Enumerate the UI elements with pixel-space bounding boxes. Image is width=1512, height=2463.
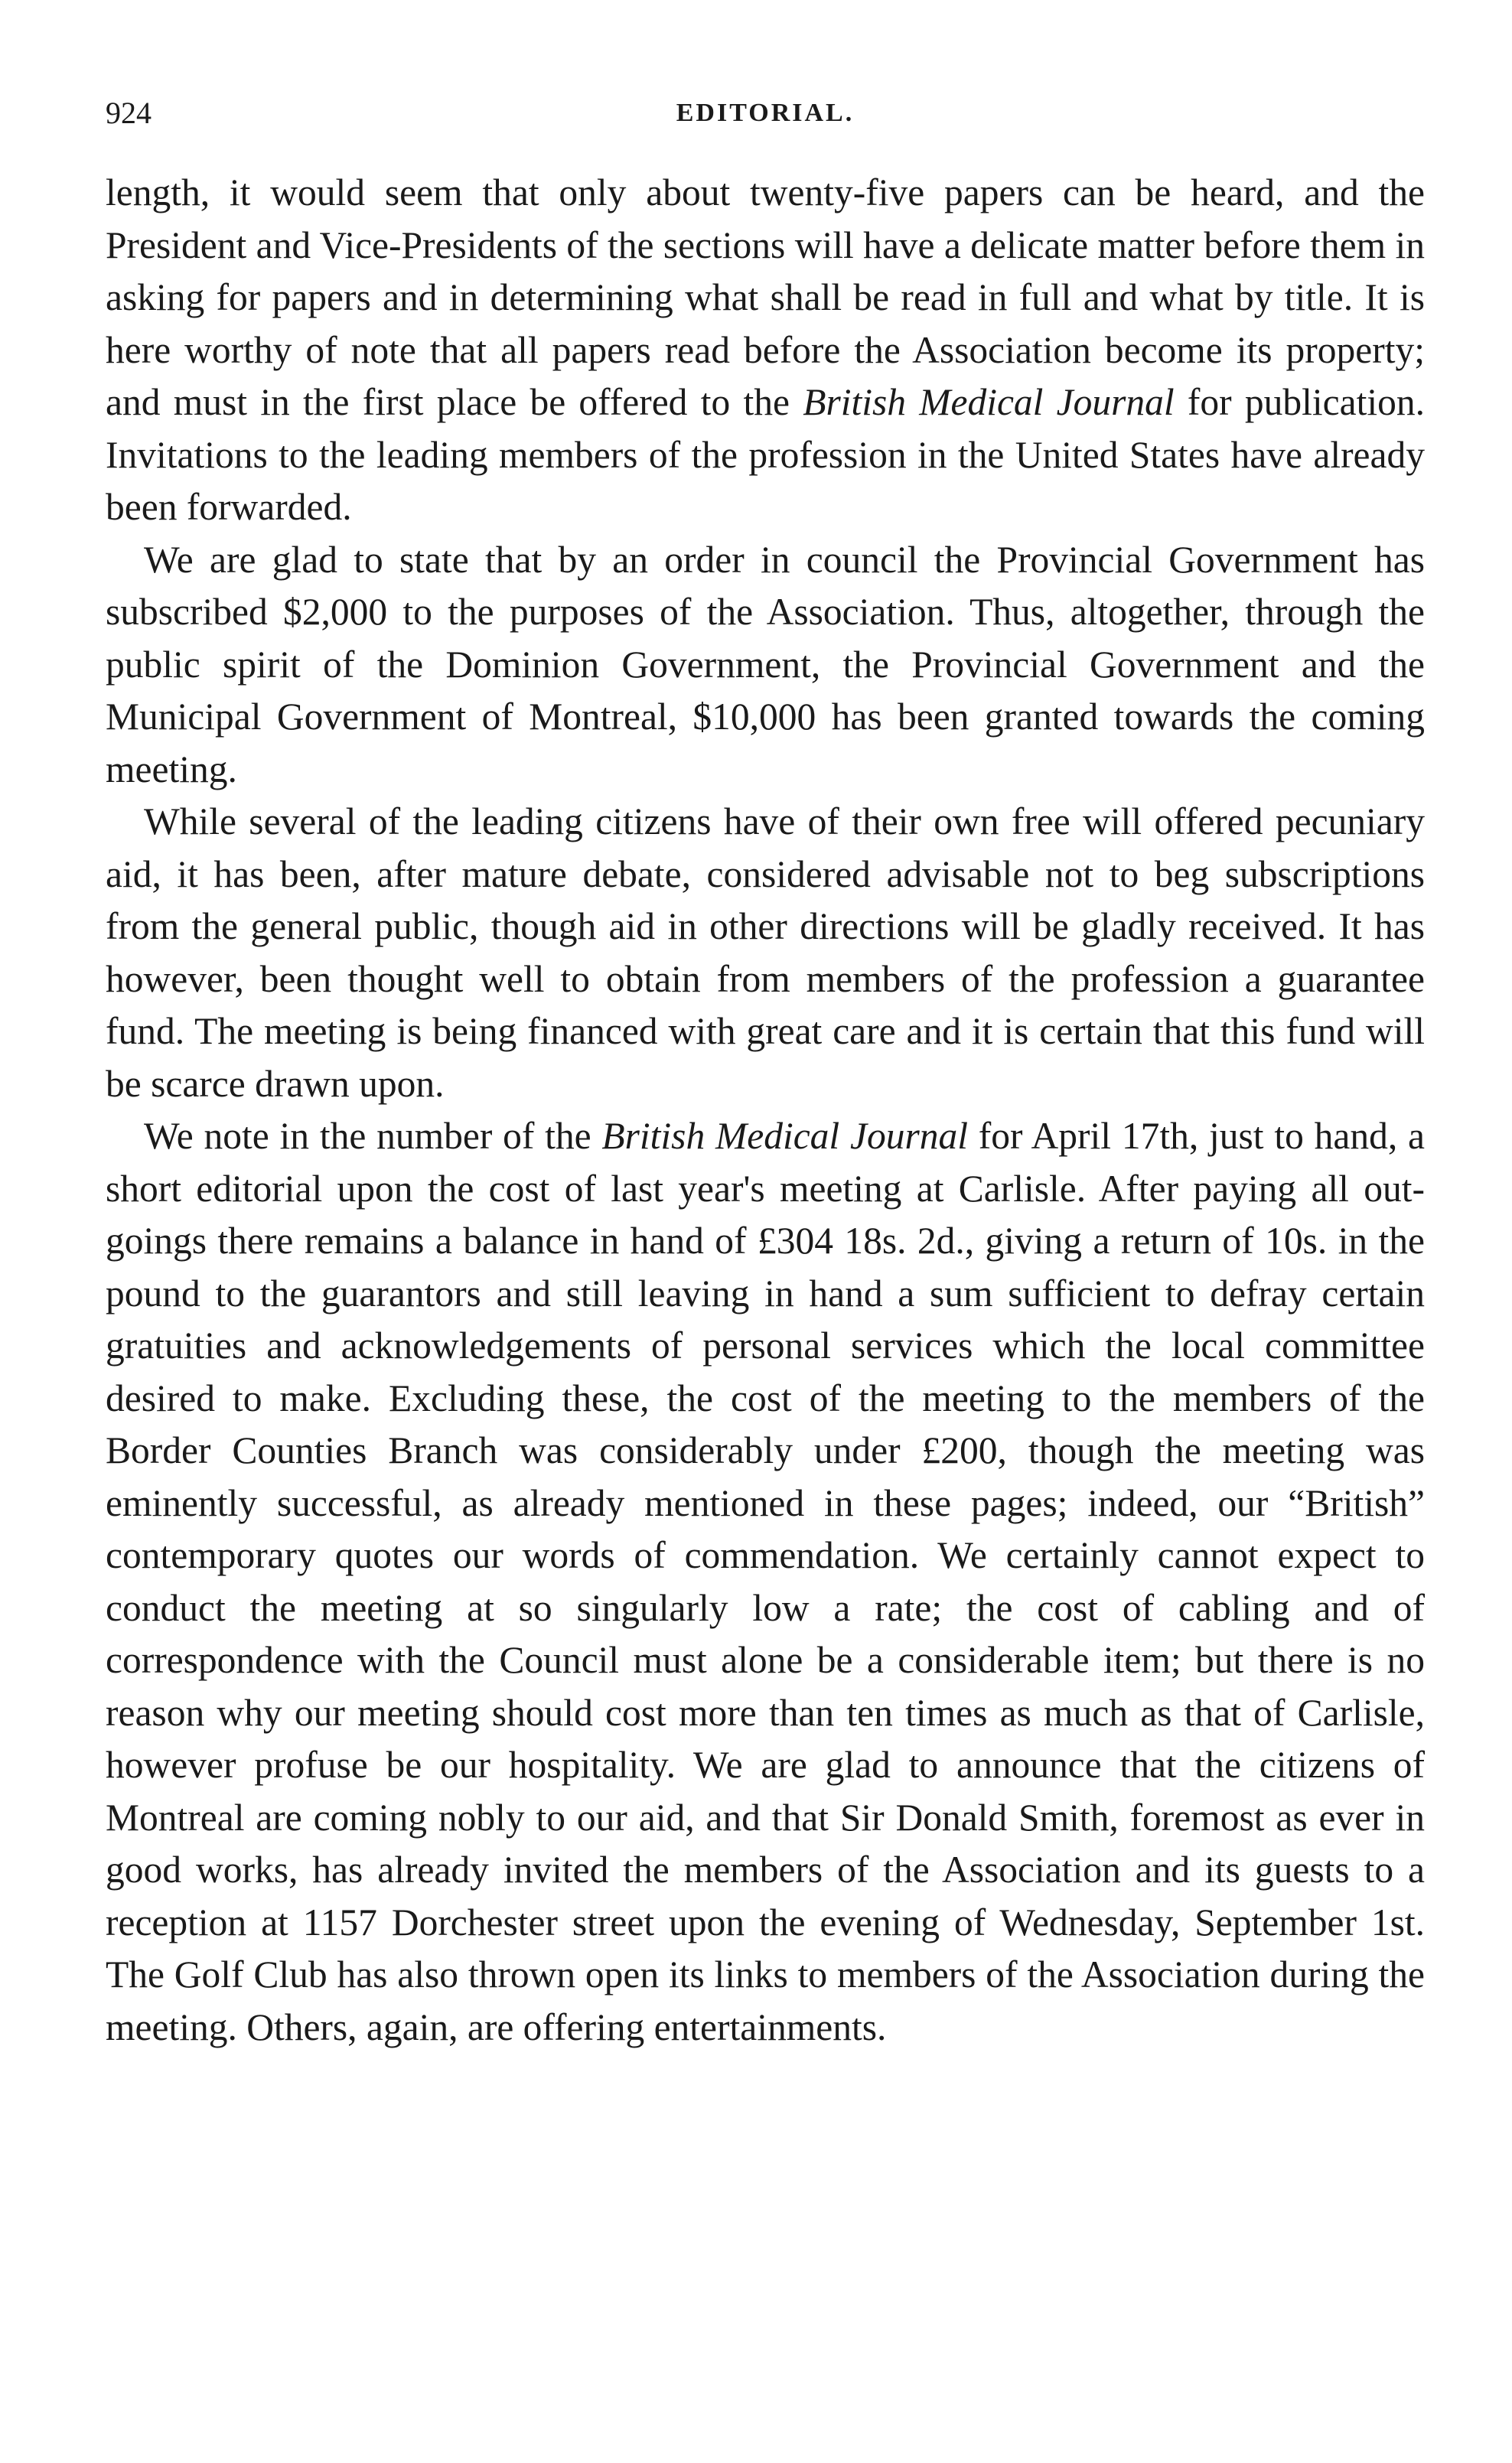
journal-title: British Medical Journal xyxy=(601,1115,968,1157)
paragraph-text: While several of the leading citizens have of their own free will offered pecuniary aid, it has been, after mature debate, considered advisable not to beg subscriptions from the general public, though aid in other directions will be gladly received. It has however, been thought well to obtain from members of the profession a guarantee fund. The meeting is being financed with great care and it is certain that this fund will be scarce drawn upon. xyxy=(106,800,1425,1105)
paragraph-text: for April 17th, just to hand, a short editorial upon the cost of last year's meeting at Carlisle. After paying all out-goings there remains a balance in hand of £304 18s. 2d., giving a return of 10s. in the pound to the guarantors and still leaving in hand a sum sufficient to defray certain gratuities and acknowledgements of personal services which the local committee desired to make. Excluding these, the cost of the meeting to the members of the Border Counties Branch was considerably under £200, though the meeting was eminently successful, as already mentioned in these pages; indeed, our “British” contemporary quotes our words of commendation. We certainly cannot expect to conduct the meeting at so singularly low a rate; the cost of cabling and of correspondence with the Council must alone be a considerable item; but there is no reason why our meeting should cost more than ten times as much as that of Carlisle, however profuse be our hospitality. We are glad to announce that the citizens of Montreal are coming nobly to our aid, and that Sir Donald Smith, foremost as ever in good works, has already invited the members of the Association and its guests to a reception at 1157 Dorchester street upon the evening of Wednesday, September 1st. The Golf Club has also thrown open its links to members of the Association during the meeting. Others, again, are offering entertainments. xyxy=(106,1115,1425,2048)
paragraph-text: for publication. Invitations to the leading members of the profession in the United States have already been forwarded. xyxy=(106,381,1425,528)
running-head xyxy=(106,90,1425,136)
paragraph-text: length, it would seem that only about twenty-five papers can be heard, and the President and Vice-Presidents of the sections will have a delicate matter before them in asking for papers and in determining what shall be read in full and what by title. It is here worthy of note that all papers read before the Association become its property; and must in the first place be offered to the xyxy=(106,171,1425,423)
section-title: EDITORIAL. xyxy=(676,99,855,127)
paragraph-text: We are glad to state that by an order in council the Provincial Government has subscribed $2,000 to the purposes of the Association. Thus, altogether, through the public spirit of the Dominion Government, the Provincial Government and the Municipal Government of Montreal, $10,000 has been granted towards the coming meeting. xyxy=(106,538,1425,790)
page-number: 924 xyxy=(106,96,152,130)
body-text xyxy=(106,167,1425,2054)
document-page xyxy=(106,90,1425,2054)
paragraph-provincial-grant xyxy=(106,534,1425,797)
paragraph-carlisle-meeting xyxy=(106,1110,1425,2054)
paragraph-text: We note in the number of the xyxy=(144,1115,602,1157)
paragraph-guarantee-fund xyxy=(106,796,1425,1110)
journal-title: British Medical Journal xyxy=(803,381,1175,423)
paragraph-continuation xyxy=(106,167,1425,534)
